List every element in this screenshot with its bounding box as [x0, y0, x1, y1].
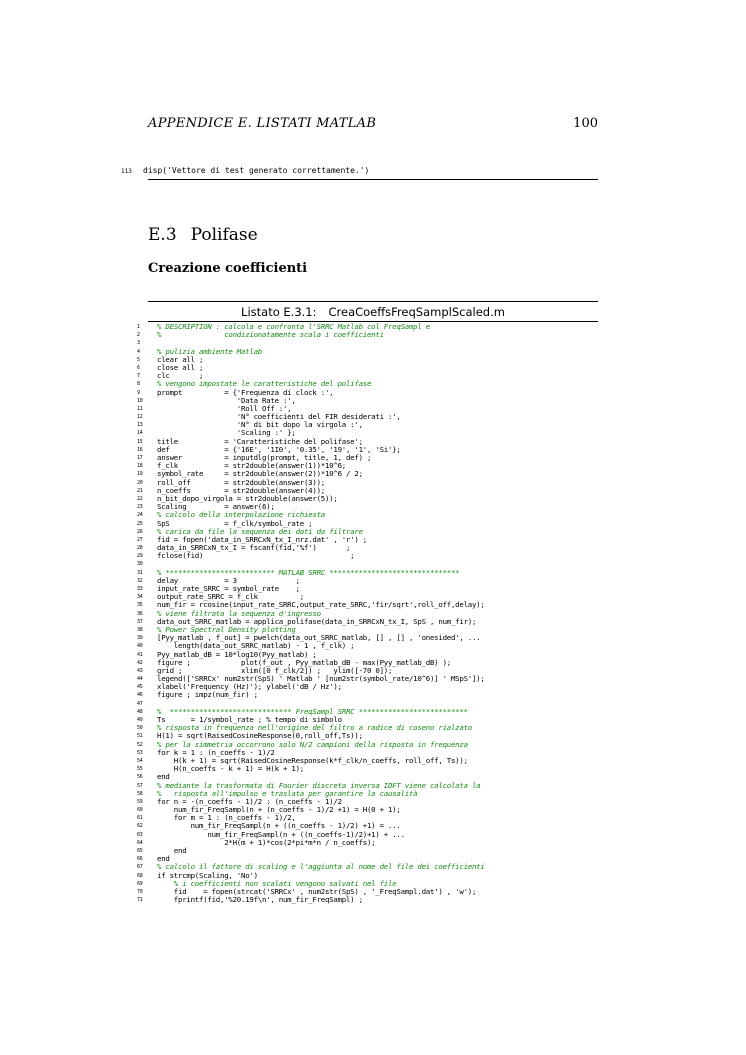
code-line [137, 552, 607, 560]
code-text: % ************************** MATLAB SRRC ******************************* [157, 567, 460, 577]
code-text: % viene filtrata la sequenza d'ingresso [157, 608, 321, 618]
code-text: if strcmp(Scaling, 'No') [157, 870, 258, 880]
line-number: 55 [137, 766, 143, 773]
line-number: 28 [137, 545, 143, 552]
line-number: 59 [137, 798, 143, 805]
code-text: % per la simmetria occorrono solo N/2 campioni della risposta in frequenza [157, 739, 468, 749]
line-number: 34 [137, 594, 143, 601]
code-text: figure ; plot(f_out , Pyy_matlab_dB - max(Pyy_matlab_dB) ); [157, 657, 451, 667]
line-number: 49 [137, 717, 143, 723]
listing-filename: CreaCoeffsFreqSamplScaled.m [328, 305, 505, 319]
code-text: for k = 1 : (n_coeffs - 1)/2 [157, 747, 275, 757]
line-number: 48 [137, 708, 143, 715]
code-text: 'Data Rate :', [157, 395, 296, 405]
line-number: 5 [137, 356, 140, 363]
code-text: title = 'Caratteristiche del polifase'; [157, 436, 363, 446]
line-number: 39 [137, 635, 143, 642]
code-text: roll_off = str2double(answer(3)); [157, 477, 325, 487]
line-number: 36 [137, 610, 143, 617]
code-line [137, 765, 607, 773]
code-text: H(n_coeffs - k + 1) = H(k + 1); [157, 764, 304, 774]
code-text: figure ; impz(num_fir) ; [157, 690, 258, 700]
code-text: H(k + 1) = sqrt(RaisedCosineResponse(k*f_clk/n_coeffs, roll_off, Ts)); [157, 755, 468, 765]
code-text: length(data_out_SRRC_matlab) - 1 , f_clk) ; [157, 641, 355, 651]
code-line [137, 847, 607, 855]
code-line [137, 691, 607, 699]
code-text: % DESCRIPTION : calcola e confronta l'SRRC Matlab col FreqSampl e [157, 322, 430, 331]
code-text: num_fir_FreqSampl(n + ((n_coeffs-1)/2)+1) + ... [157, 829, 405, 839]
line-number: 1 [137, 324, 140, 330]
code-text: % condizionatamente scala i coefficienti [157, 330, 384, 340]
code-text: % calcolo della interpolazione richiesta [157, 510, 325, 520]
code-text: H(1) = sqrt(RaisedCosineResponse(0,roll_off,Ts)); [157, 731, 363, 741]
line-number: 43 [137, 667, 143, 674]
code-text: % pulizia ambiente Matlab [157, 346, 262, 356]
code-text: 'Scaling :' }; [157, 428, 296, 438]
line-number: 35 [137, 602, 143, 609]
line-number: 33 [137, 586, 143, 592]
line-number: 14 [137, 430, 143, 437]
line-number: 45 [137, 684, 143, 691]
code-line [137, 364, 607, 372]
code-text: Scaling = answer(6); [157, 502, 275, 512]
line-number: 8 [137, 381, 140, 388]
code-text: symbol_rate = str2double(answer(2))*10^6 / 2; [157, 469, 363, 479]
code-line [137, 331, 607, 339]
code-listing [137, 323, 607, 904]
listing-end-rule [148, 179, 598, 180]
code-text: % vengono impostate le caratteristiche del polifase [157, 379, 372, 389]
code-text: n_coeffs = str2double(answer(4)); [157, 485, 325, 495]
code-text: close all ; [157, 362, 204, 372]
code-line [137, 348, 607, 356]
line-number: 17 [137, 455, 143, 461]
line-number: 6 [137, 364, 140, 371]
line-number: 60 [137, 807, 143, 814]
line-number: 44 [137, 676, 143, 683]
code-text: num_fir_FreqSampl(n + (n_coeffs - 1)/2 +1) = H(0 + 1); [157, 805, 401, 815]
line-number: 52 [137, 741, 143, 748]
code-text: delay = 3 ; [157, 575, 300, 585]
line-number: 31 [137, 569, 143, 576]
caption-top-rule [148, 301, 598, 302]
line-number: 15 [137, 438, 143, 445]
code-line [137, 356, 607, 364]
code-text: output_rate_SRRC = f_clk ; [157, 592, 304, 602]
line-number: 12 [137, 414, 143, 421]
code-text: prompt = {'Frequenza di clock :', [157, 387, 334, 397]
section-heading [148, 225, 258, 245]
line-number: 30 [137, 561, 143, 568]
code-text: 2*H(m + 1)*cos(2*pi*m*n / n_coeffs); [157, 837, 376, 847]
line-number: 37 [137, 618, 143, 625]
line-number: 47 [137, 700, 143, 707]
line-number: 41 [137, 651, 143, 658]
line-number: 67 [137, 864, 143, 871]
code-text: [Pyy_matlab , f_out] = pwelch(data_out_SRRC_matlab, [] , [] , 'onesided', ... [157, 633, 481, 643]
line-number: 71 [137, 897, 143, 904]
line-number: 21 [137, 487, 143, 494]
line-number: 2 [137, 332, 140, 339]
code-line [137, 896, 607, 904]
code-text: fid = fopen(strcat('SRRCx' , num2str(SpS) , '_FreqSampl.dat') , 'w'); [157, 886, 477, 896]
line-number: 65 [137, 848, 143, 854]
line-number: 29 [137, 553, 143, 560]
code-text: % Power Spectral Density plotting [157, 624, 296, 634]
code-text: % ***************************** FreqSampl SRRC ************************** [157, 706, 468, 716]
line-number: 13 [137, 422, 143, 429]
page-number: 100 [573, 116, 598, 131]
line-number: 66 [137, 856, 143, 863]
code-text: fid = fopen('data_in_SRRCxN_tx_I_nrz.dat' , 'r') ; [157, 534, 367, 544]
code-text: n_bit_dopo_virgola = str2double(answer(5)); [157, 493, 338, 503]
line-number: 50 [137, 725, 143, 732]
code-text: grid ; xlim([0 f_clk/2]) ; ylim([-70 0]); [157, 665, 393, 675]
line-number: 27 [137, 536, 143, 543]
code-text: 'N° coefficienti del FIR desiderati :', [157, 412, 401, 422]
subsection-heading: Creazione coefficienti [148, 261, 308, 276]
code-text: Pyy_matlab_dB = 10*log10(Pyy_matlab) ; [157, 649, 317, 659]
line-number: 42 [137, 659, 143, 666]
code-text: data_out_SRRC_matlab = applica_polifase(data_in_SRRCxN_tx_I, SpS , num_fir); [157, 616, 477, 626]
code-text: end [157, 846, 187, 855]
line-number: 46 [137, 692, 143, 699]
line-number: 40 [137, 643, 143, 650]
line-number: 16 [137, 446, 143, 453]
line-number: 58 [137, 790, 143, 797]
line-number: 26 [137, 528, 143, 535]
code-text: % mediante la trasformata di Fourier discreta inversa IDFT viene calcolata la [157, 780, 481, 790]
code-text: SpS = f_clk/symbol_rate ; [157, 518, 313, 528]
listing-caption [148, 305, 598, 319]
code-text: 'Roll Off :', [157, 403, 292, 413]
code-text: answer = inputdlg(prompt, title, 1, def) ; [157, 453, 372, 462]
code-text: f_clk = str2double(answer(1))*10^6; [157, 461, 346, 471]
code-text: num_fir_FreqSampl(n + ((n_coeffs - 1)/2) +1) = ... [157, 821, 401, 831]
line-number: 113 [121, 168, 132, 175]
code-text: 'N° di bit dopo la virgola :', [157, 420, 363, 430]
listing-label: Listato E.3.1: [241, 305, 317, 319]
code-text: for n = -(n_coeffs - 1)/2 : (n_coeffs - 1)/2 [157, 796, 342, 806]
section-number: E.3 [148, 225, 177, 245]
code-text: end [157, 854, 170, 864]
code-text: % risposta all'impulso e traslata per garantire la causalità [157, 788, 418, 798]
line-number: 9 [137, 389, 140, 396]
line-number: 62 [137, 823, 143, 830]
line-number: 24 [137, 512, 143, 519]
line-number: 51 [137, 733, 143, 740]
line-number: 3 [137, 340, 140, 347]
line-number: 63 [137, 831, 143, 838]
code-text: num_fir = rcosine(input_rate_SRRC,output_rate_SRRC,'fir/sqrt',roll_off,delay); [157, 600, 485, 610]
code-text: data_in_SRRCxN_tx_I = fscanf(fid,'%f') ; [157, 543, 351, 553]
code-text: fprintf(fid,'%20.19f\n', num_fir_FreqSampl) ; [157, 895, 363, 905]
code-text: % risposta in frequenza nell'origine del filtro a radice di coseno rialzato [157, 723, 472, 733]
line-number: 38 [137, 626, 143, 633]
line-number: 54 [137, 757, 143, 764]
line-number: 64 [137, 839, 143, 846]
code-text: def = {'16E', '1I0', '0.35', '19', '1', 'Si'}; [157, 444, 401, 454]
line-number: 20 [137, 479, 143, 486]
code-text: for m = 1 : (n_coeffs - 1)/2, [157, 813, 296, 823]
line-number: 56 [137, 774, 143, 781]
previous-listing-line [121, 166, 369, 177]
code-text: end [157, 772, 170, 782]
line-number: 69 [137, 880, 143, 887]
line-number: 23 [137, 504, 143, 511]
running-header [148, 116, 598, 134]
code-text: fclose(fid) ; [157, 551, 355, 561]
code-text: % carica da file la sequenza dei dati da filtrare [157, 526, 363, 536]
line-number: 57 [137, 782, 143, 789]
line-number: 10 [137, 397, 143, 404]
line-number: 68 [137, 872, 143, 879]
code-text: % calcolo il fattore di scaling e l'aggiunta al nome del file dei coefficienti [157, 862, 485, 872]
code-text: input_rate_SRRC = symbol_rate ; [157, 584, 300, 593]
line-number: 18 [137, 463, 143, 470]
line-number: 4 [137, 348, 140, 355]
code-text: Ts = 1/symbol_rate ; % tempo di simbolo [157, 715, 342, 724]
line-number: 25 [137, 520, 143, 527]
line-number: 32 [137, 577, 143, 584]
code-text: clear all ; [157, 354, 204, 364]
section-title: Polifase [190, 225, 258, 245]
code-text: % i coefficienti non scalati vengono salvati nel file [157, 878, 397, 888]
line-number: 7 [137, 373, 140, 380]
line-number: 61 [137, 815, 143, 822]
code-text: clc ; [157, 371, 204, 381]
code-line [137, 839, 607, 847]
line-number: 19 [137, 471, 143, 478]
line-number: 70 [137, 888, 143, 895]
line-number: 53 [137, 749, 143, 756]
chapter-title: APPENDICE E. LISTATI MATLAB [148, 116, 377, 131]
line-number: 11 [137, 405, 143, 412]
code-text: disp('Vettore di test generato correttamente.') [143, 166, 370, 175]
code-text: xlabel('Frequency (Hz)'); ylabel('dB / Hz'); [157, 682, 342, 692]
line-number: 22 [137, 495, 143, 502]
code-text: legend(['SRRCx' num2str(SpS) ' Matlab ' [num2str(symbol_rate/10^6)] ' MSpS']); [157, 674, 485, 684]
